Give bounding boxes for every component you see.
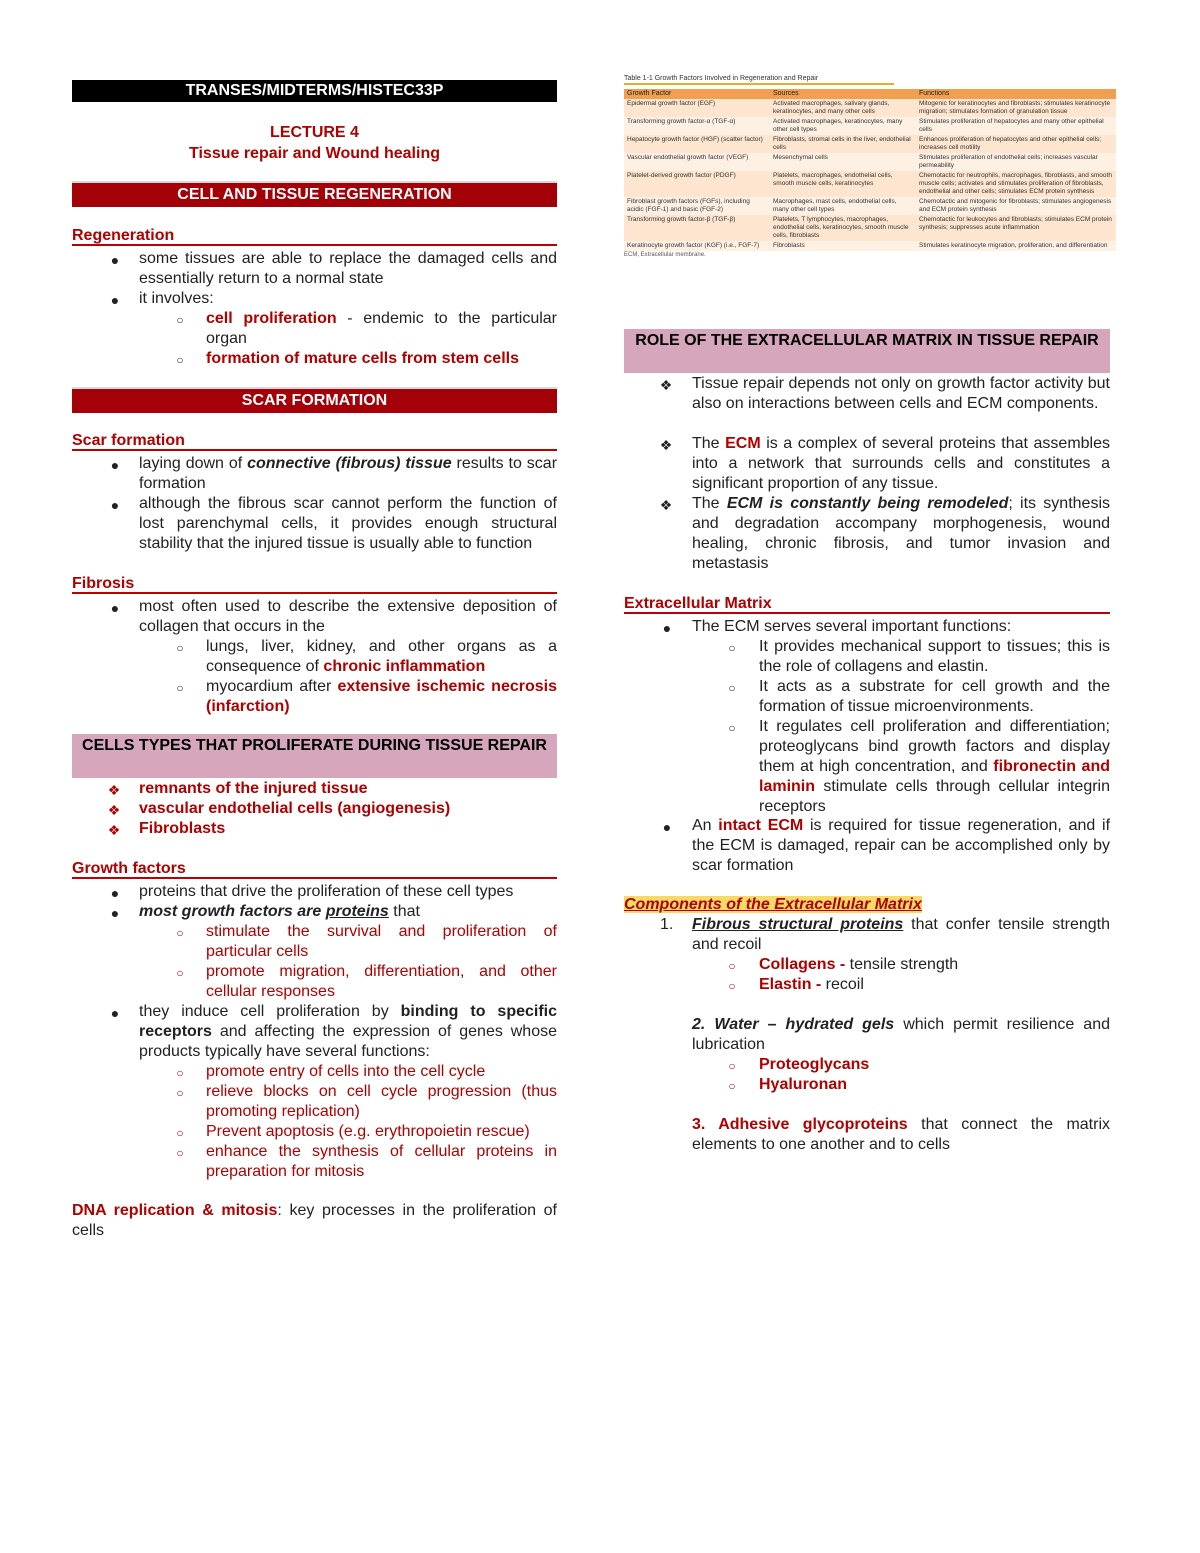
regeneration-sub-1: cell proliferation - endemic to the particular organ [206, 310, 558, 347]
table-header-row [624, 89, 1116, 99]
diamond-bullet-icon: ❖ [107, 802, 121, 818]
table-cell: Chemotactic for neutrophils, macrophages, fibroblasts, and smooth muscle cells; activates and stimulates proliferation of fibroblasts, endothelial and other cells; stimulates ECM protein synthesis [916, 171, 1116, 197]
sub-bullet-icon: ○ [176, 1086, 184, 1100]
ecm-function-1: It provides mechanical support to tissues; this is the role of collagens and elastin. [759, 638, 1110, 675]
regeneration-bullet-1: some tissues are able to replace the damaged cells and essentially return to a normal state [139, 250, 557, 287]
growth-sub-1: stimulate the survival and proliferation of particular cells [206, 923, 557, 960]
fibrosis-bullet-1: most often used to describe the extensive deposition of collagen that occurs in the [139, 598, 557, 635]
bullet-icon: ● [662, 620, 672, 636]
table-cell: Transforming growth factor-α (TGF-α) [624, 117, 770, 135]
growth-bullet-2: most growth factors are proteins that [139, 903, 420, 920]
heading-extracellular-matrix: Extracellular Matrix [624, 595, 772, 612]
lecture-number: LECTURE 4 [270, 124, 359, 141]
diamond-bullet-icon: ❖ [659, 497, 673, 513]
regeneration-sub-2: formation of mature cells from stem cells [206, 350, 519, 367]
bullet-icon: ● [110, 457, 120, 473]
ecm-function-2: It acts as a substrate for cell growth and the formation of tissue microenvironments. [759, 678, 1110, 715]
diamond-bullet-icon: ❖ [659, 437, 673, 453]
table-cell: Fibroblast growth factors (FGFs), including acidic (FGF-1) and basic (FGF-2) [624, 197, 770, 215]
growth-function-2: relieve blocks on cell cycle progression (thus promoting replication) [206, 1083, 557, 1120]
course-header: TRANSES/MIDTERMS/HISTEC33P [72, 80, 557, 102]
table [624, 89, 1116, 251]
table-cell: Mesenchymal cells [770, 153, 916, 171]
fibrosis-sub-1: lungs, liver, kidney, and other organs as a consequence of chronic inflammation [206, 638, 557, 675]
table-header-cell: Functions [916, 89, 1116, 99]
table-row [624, 241, 1116, 251]
component-hyaluronan: Hyaluronan [759, 1076, 848, 1093]
sub-bullet-icon: ○ [176, 313, 184, 327]
heading-rule [72, 449, 557, 451]
sub-bullet-icon: ○ [176, 353, 184, 367]
ecm-role-point-2: The ECM is a complex of several proteins that assembles into a network that surrounds cells and constitutes a significant proportion of any tissue. [692, 435, 1110, 492]
table-cell: Chemotactic for leukocytes and fibroblasts; stimulates ECM protein synthesis; suppresses acute inflammation [916, 215, 1116, 241]
component-1: Fibrous structural proteins that confer tensile strength and recoil [692, 916, 1110, 953]
heading-rule [72, 592, 557, 594]
component-2: 2. Water – hydrated gels which permit resilience and lubrication [692, 1016, 1110, 1053]
ecm-bullet-2: An intact ECM is required for tissue regeneration, and if the ECM is damaged, repair can be accomplished only by scar formation [692, 817, 1111, 874]
growth-function-4: enhance the synthesis of cellular proteins in preparation for mitosis [206, 1143, 557, 1180]
scar-bullet-2: although the fibrous scar cannot perform the function of lost parenchymal cells, it provides enough structural stability that the injured tissue is usually able to function [139, 495, 557, 552]
bullet-icon: ● [662, 819, 672, 835]
sub-bullet-icon: ○ [176, 966, 184, 980]
scar-bullet-1: laying down of connective (fibrous) tissue results to scar formation [139, 455, 558, 492]
sub-bullet-icon: ○ [176, 926, 184, 940]
component-elastin: Elastin - recoil [759, 976, 864, 993]
lecture-title: Tissue repair and Wound healing [188, 145, 440, 162]
diamond-bullet-icon: ❖ [659, 377, 673, 393]
table-row [624, 117, 1116, 135]
list-number: 1. [660, 916, 674, 933]
bullet-icon: ● [110, 252, 120, 268]
ecm-role-point-3: The ECM is constantly being remodeled; its synthesis and degradation accompany morphogenesis, wound healing, chronic fibrosis, and tumor invasion and metastasis [692, 495, 1110, 572]
table-caption: Table 1-1 Growth Factors Involved in Regeneration and Repair [624, 74, 894, 85]
table-cell: Keratinocyte growth factor (KGF) (i.e., FGF-7) [624, 241, 770, 251]
section-banner-regeneration: CELL AND TISSUE REGENERATION [72, 181, 557, 207]
table-cell: Vascular endothelial growth factor (VEGF) [624, 153, 770, 171]
ecm-bullet-1: The ECM serves several important functions: [692, 618, 1012, 635]
diamond-bullet-icon: ❖ [107, 782, 121, 798]
table-cell: Fibroblasts [770, 241, 916, 251]
cell-type-2: vascular endothelial cells (angiogenesis) [139, 800, 451, 817]
sub-bullet-icon: ○ [176, 1066, 184, 1080]
table-row [624, 197, 1116, 215]
table-cell: Activated macrophages, salivary glands, keratinocytes, and many other cells [770, 99, 916, 117]
table-header-cell: Sources [770, 89, 916, 99]
sub-bullet-icon: ○ [728, 721, 736, 735]
table-cell: Fibroblasts, stromal cells in the liver, endothelial cells [770, 135, 916, 153]
regeneration-bullet-2: it involves: [139, 290, 214, 307]
table-footnote: ECM, Extracellular membrane. [624, 252, 706, 258]
heading-growth-factors: Growth factors [72, 860, 186, 877]
heading-regeneration: Regeneration [72, 227, 175, 244]
ecm-function-3: It regulates cell proliferation and differentiation; proteoglycans bind growth factors and display them at high concentration, and fibronectin and laminin stimulate cells through cellular integrin receptors [759, 718, 1110, 815]
table-cell: Stimulates proliferation of endothelial cells; increases vascular permeability [916, 153, 1116, 171]
growth-sub-2: promote migration, differentiation, and other cellular responses [206, 963, 557, 1000]
sub-bullet-icon: ○ [728, 641, 736, 655]
section-banner-cell-types: CELLS TYPES THAT PROLIFERATE DURING TISSUE REPAIR [72, 734, 557, 778]
table-row [624, 153, 1116, 171]
cell-type-3: Fibroblasts [139, 820, 226, 837]
heading-rule [624, 612, 1110, 614]
heading-ecm-components: Components of the Extracellular Matrix [624, 896, 922, 913]
bullet-icon: ● [110, 1005, 120, 1021]
fibrosis-sub-2: myocardium after extensive ischemic necrosis (infarction) [206, 678, 557, 715]
heading-rule [72, 877, 557, 879]
heading-rule [72, 244, 557, 246]
dna-replication-note: DNA replication & mitosis: key processes in the proliferation of cells [72, 1202, 558, 1239]
section-banner-scar: SCAR FORMATION [72, 387, 557, 413]
component-proteoglycans: Proteoglycans [759, 1056, 870, 1073]
cell-type-1: remnants of the injured tissue [139, 780, 368, 797]
section-banner-ecm-role: ROLE OF THE EXTRACELLULAR MATRIX IN TISSUE REPAIR [624, 329, 1110, 373]
table-cell: Enhances proliferation of hepatocytes and other epithelial cells; increases cell motility [916, 135, 1116, 153]
growth-function-3: Prevent apoptosis (e.g. erythropoietin rescue) [206, 1123, 530, 1140]
table-row [624, 171, 1116, 197]
sub-bullet-icon: ○ [176, 1146, 184, 1160]
bullet-icon: ● [110, 885, 120, 901]
sub-bullet-icon: ○ [728, 681, 736, 695]
table-cell: Macrophages, mast cells, endothelial cells, many other cell types [770, 197, 916, 215]
table-cell: Platelets, macrophages, endothelial cells, smooth muscle cells, keratinocytes [770, 171, 916, 197]
table-row [624, 215, 1116, 241]
sub-bullet-icon: ○ [176, 681, 184, 695]
growth-bullet-3: they induce cell proliferation by binding to specific receptors and affecting the expression of genes whose products typically have several functions: [139, 1003, 558, 1060]
sub-bullet-icon: ○ [176, 1126, 184, 1140]
table-row [624, 99, 1116, 117]
sub-bullet-icon: ○ [176, 641, 184, 655]
table-row [624, 135, 1116, 153]
diamond-bullet-icon: ❖ [107, 822, 121, 838]
sub-bullet-icon: ○ [728, 979, 736, 993]
growth-bullet-1: proteins that drive the proliferation of these cell types [139, 883, 514, 900]
table-cell: Epidermal growth factor (EGF) [624, 99, 770, 117]
table-cell: Chemotactic and mitogenic for fibroblasts; stimulates angiogenesis and ECM protein synthesis [916, 197, 1116, 215]
table-cell: Platelet-derived growth factor (PDGF) [624, 171, 770, 197]
table-cell: Hepatocyte growth factor (HGF) (scatter factor) [624, 135, 770, 153]
sub-bullet-icon: ○ [728, 959, 736, 973]
table-cell: Activated macrophages, keratinocytes, many other cell types [770, 117, 916, 135]
heading-fibrosis: Fibrosis [72, 575, 135, 592]
table-cell: Stimulates keratinocyte migration, proliferation, and differentiation [916, 241, 1116, 251]
growth-factor-table [624, 74, 1116, 259]
table-cell: Platelets, T lymphocytes, macrophages, endothelial cells, keratinocytes, smooth muscle cells, fibroblasts [770, 215, 916, 241]
table-cell: Stimulates proliferation of hepatocytes and many other epithelial cells [916, 117, 1116, 135]
ecm-role-point-1: Tissue repair depends not only on growth factor activity but also on interactions between cells and ECM components. [692, 375, 1110, 412]
sub-bullet-icon: ○ [728, 1079, 736, 1093]
bullet-icon: ● [110, 905, 120, 921]
table-header-cell: Growth Factor [624, 89, 770, 99]
growth-function-1: promote entry of cells into the cell cycle [206, 1063, 486, 1080]
component-collagens: Collagens - tensile strength [759, 956, 959, 973]
table-cell: Transforming growth factor-β (TGF-β) [624, 215, 770, 241]
table-cell: Mitogenic for keratinocytes and fibroblasts; stimulates keratinocyte migration; stimulates formation of granulation tissue [916, 99, 1116, 117]
bullet-icon: ● [110, 292, 120, 308]
bullet-icon: ● [110, 497, 120, 513]
sub-bullet-icon: ○ [728, 1059, 736, 1073]
bullet-icon: ● [110, 600, 120, 616]
component-3: 3. Adhesive glycoproteins that connect the matrix elements to one another and to cells [692, 1116, 1110, 1153]
heading-scar-formation: Scar formation [72, 432, 185, 449]
